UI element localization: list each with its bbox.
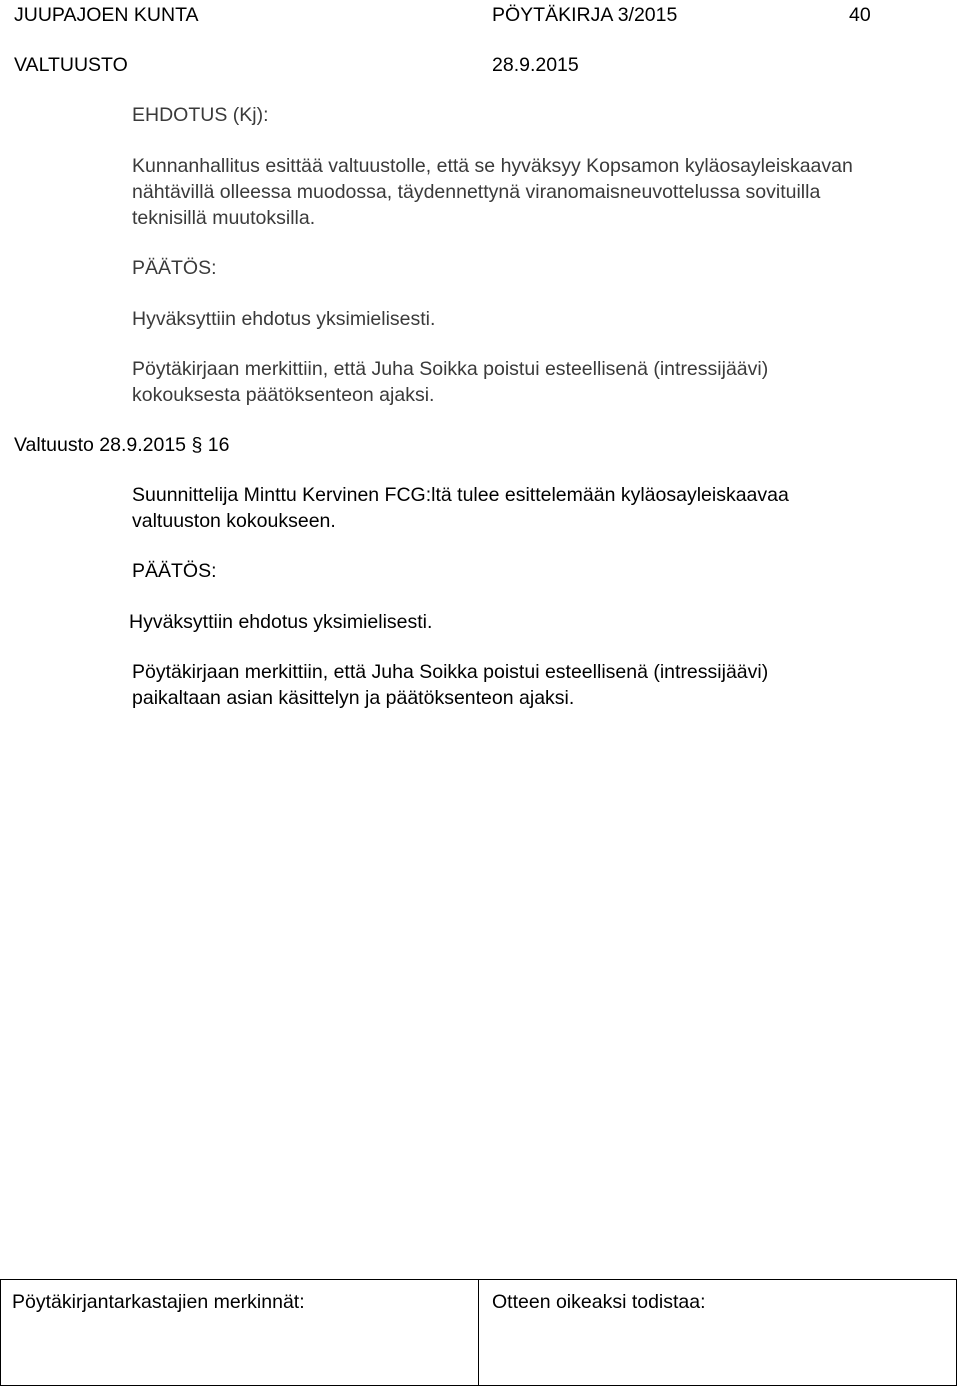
proposal-line: nähtävillä olleessa muodossa, täydennettynä viranomaisneuvottelussa sovituilla bbox=[132, 181, 821, 203]
decision-heading: PÄÄTÖS: bbox=[132, 560, 217, 582]
inspectors-notes-label: Pöytäkirjantarkastajien merkinnät: bbox=[12, 1291, 305, 1313]
proposal-heading: EHDOTUS (Kj): bbox=[132, 104, 269, 126]
decision-text: Hyväksyttiin ehdotus yksimielisesti. bbox=[132, 308, 436, 330]
proposal-line: Kunnanhallitus esittää valtuustolle, että se hyväksyy Kopsamon kyläosayleiskaavan bbox=[132, 155, 853, 177]
section-ref-label: Valtuusto 28.9.2015 bbox=[14, 434, 187, 456]
decision-heading: PÄÄTÖS: bbox=[132, 257, 217, 279]
meeting-date: 28.9.2015 bbox=[492, 54, 579, 76]
minutes-note bbox=[132, 659, 932, 711]
section-symbol: § bbox=[191, 434, 203, 456]
minutes-note bbox=[132, 356, 932, 408]
note-line: kokouksesta päätöksenteon ajaksi. bbox=[132, 384, 435, 406]
certified-copy-label: Otteen oikeaksi todistaa: bbox=[492, 1291, 706, 1313]
document-title: PÖYTÄKIRJA 3/2015 bbox=[492, 4, 678, 26]
section-number: 16 bbox=[207, 434, 230, 456]
signature-table bbox=[0, 1279, 957, 1386]
decision-text: Hyväksyttiin ehdotus yksimielisesti. bbox=[129, 611, 433, 633]
note-line: Pöytäkirjaan merkittiin, että Juha Soikka poistui esteellisenä (intressijäävi) bbox=[132, 661, 769, 683]
note-line: Pöytäkirjaan merkittiin, että Juha Soikka poistui esteellisenä (intressijäävi) bbox=[132, 358, 769, 380]
intro-line: Suunnittelija Minttu Kervinen FCG:ltä tulee esittelemään kyläosayleiskaavaa bbox=[132, 484, 789, 506]
table-divider bbox=[478, 1280, 479, 1385]
page-number: 40 bbox=[849, 4, 871, 26]
proposal-line: teknisillä muutoksilla. bbox=[132, 207, 316, 229]
intro-line: valtuuston kokoukseen. bbox=[132, 510, 336, 532]
note-line: paikaltaan asian käsittelyn ja päätöksenteon ajaksi. bbox=[132, 687, 575, 709]
council-label: VALTUUSTO bbox=[14, 54, 128, 76]
intro-text bbox=[132, 482, 932, 534]
proposal-text bbox=[132, 153, 932, 231]
section-reference bbox=[14, 432, 229, 458]
municipality-name: JUUPAJOEN KUNTA bbox=[14, 4, 199, 26]
